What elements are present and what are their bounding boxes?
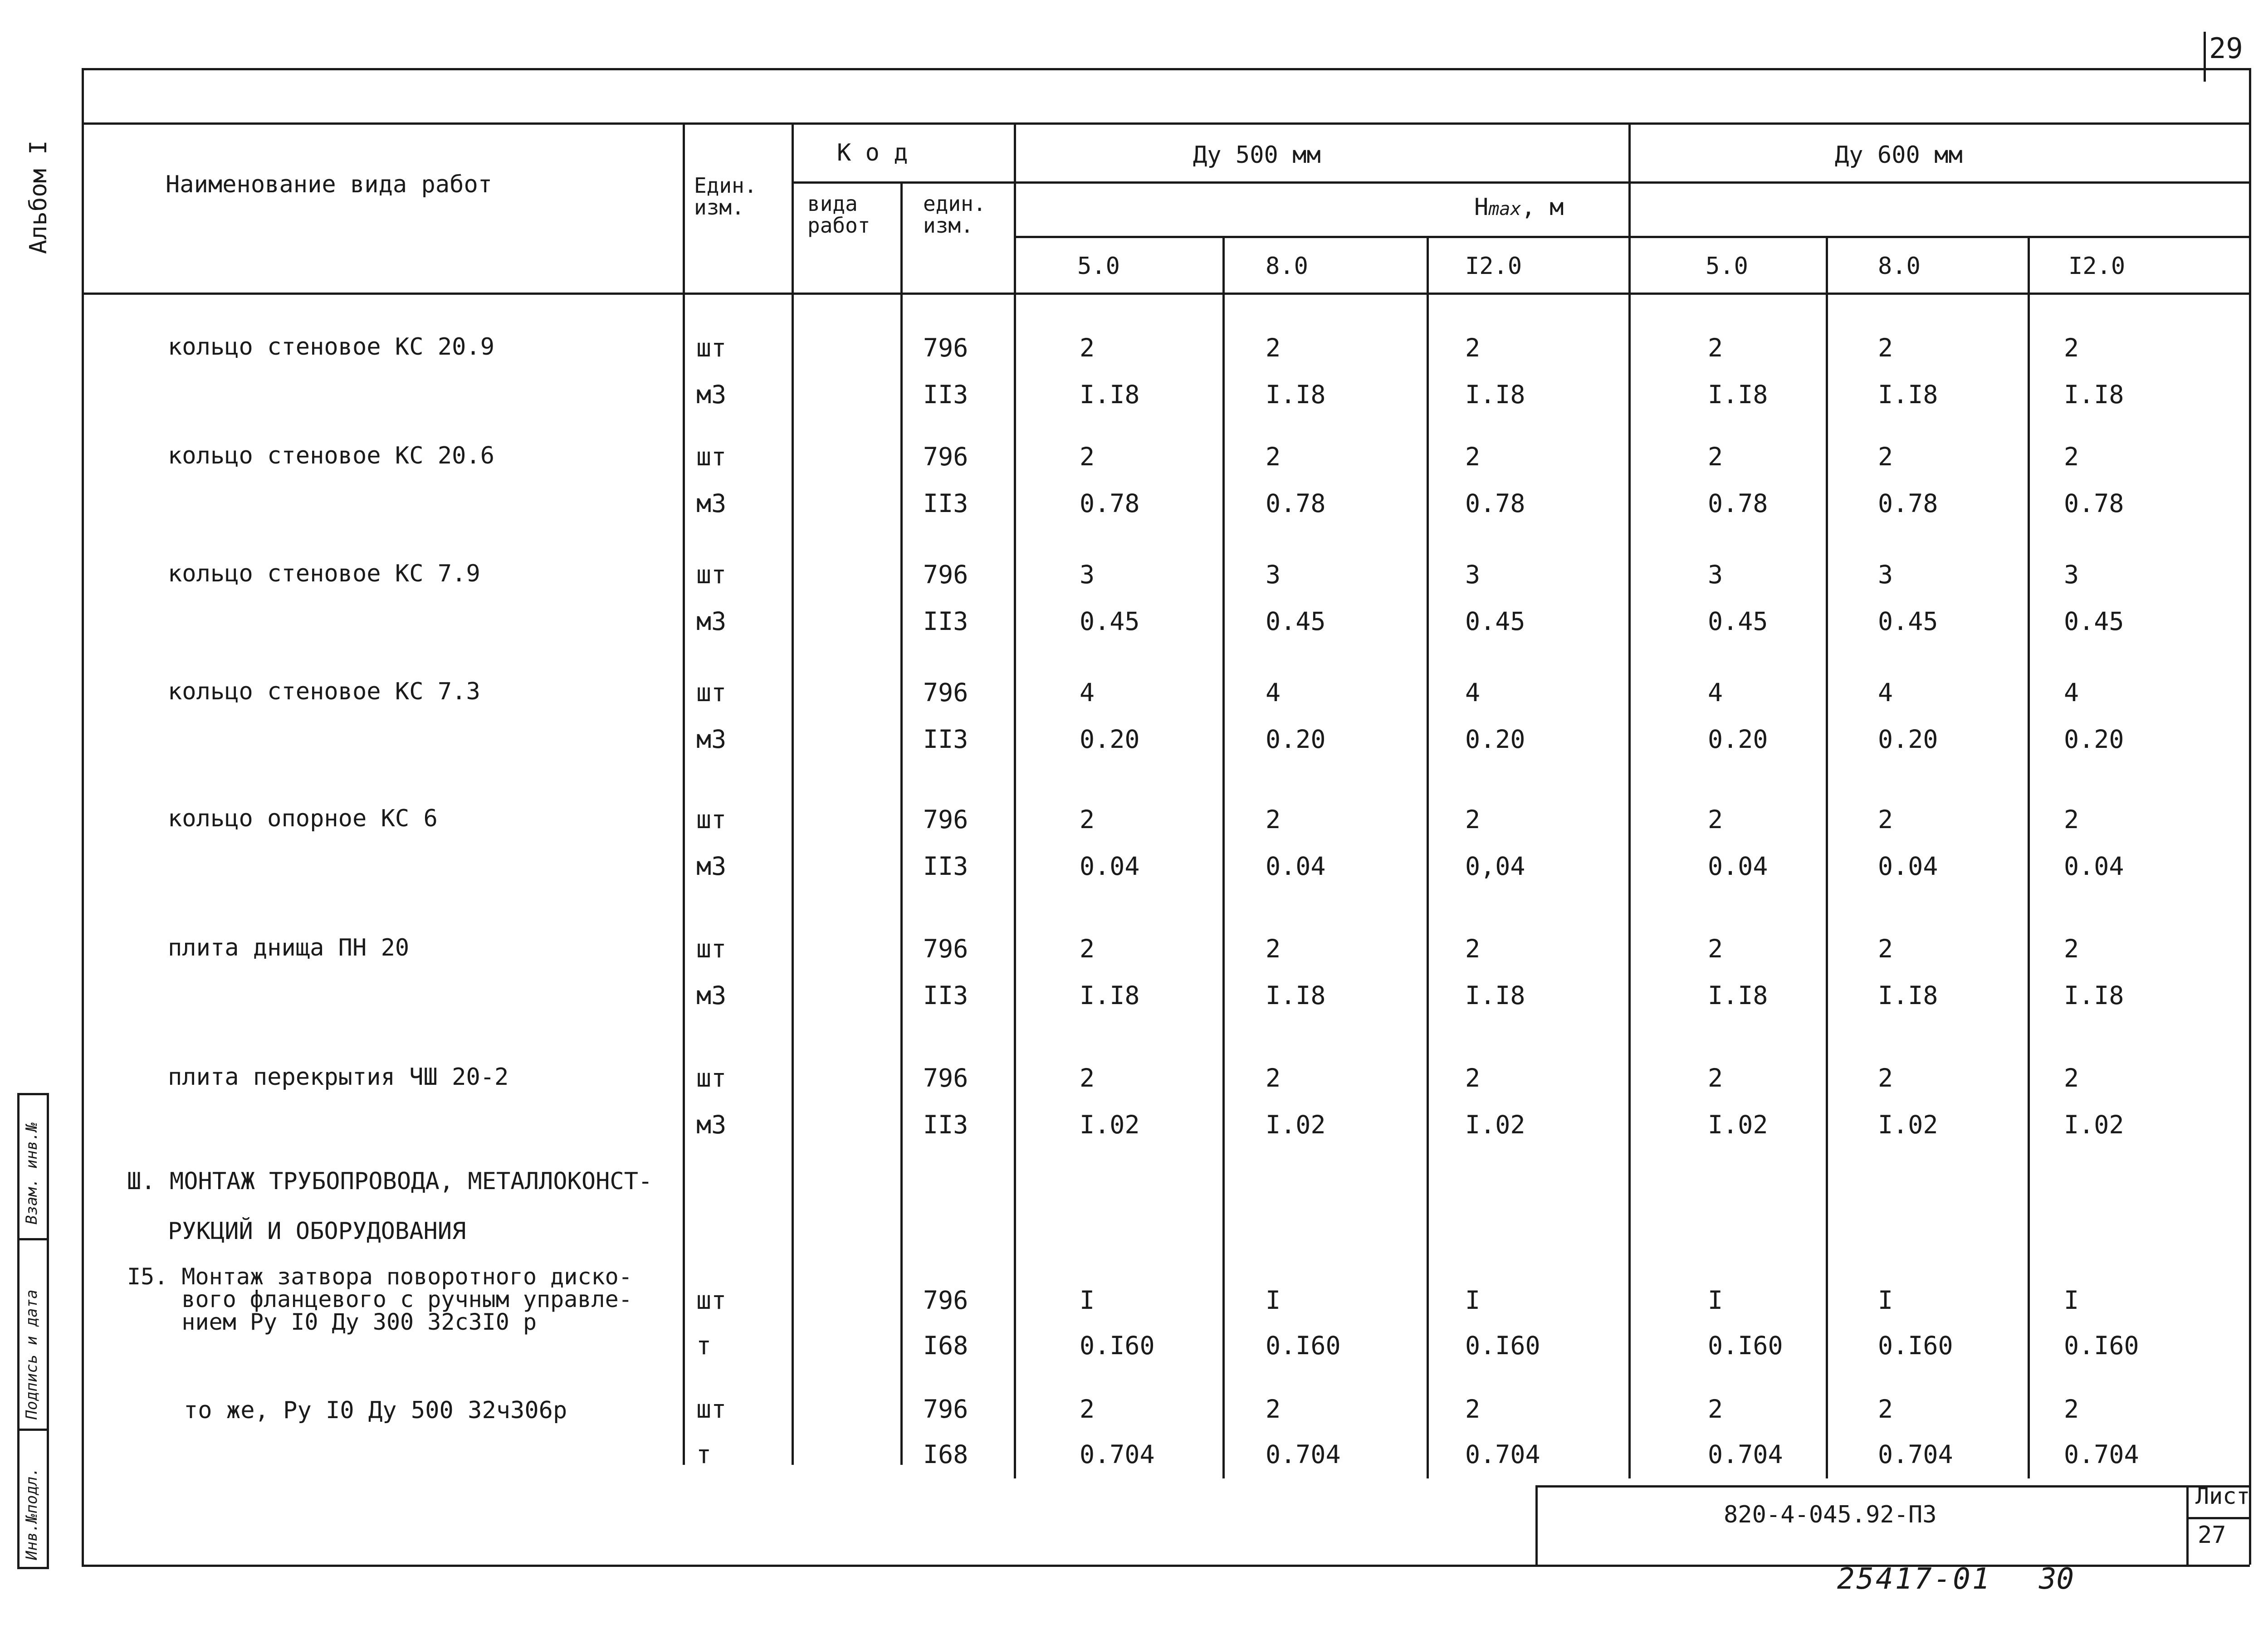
value-cell: 2 bbox=[1708, 1395, 1723, 1424]
header-height-5: 8.0 bbox=[1878, 253, 1921, 280]
code-cell: II3 bbox=[923, 380, 968, 409]
value-cell: 2 bbox=[1878, 442, 1893, 471]
unit-cell: м3 bbox=[696, 607, 727, 636]
code-cell: 796 bbox=[923, 934, 968, 963]
value-cell: 2 bbox=[1708, 333, 1723, 362]
value-cell: I.02 bbox=[1080, 1110, 1140, 1139]
value-cell: 0.45 bbox=[1708, 607, 1768, 636]
value-cell: 2 bbox=[1465, 934, 1481, 963]
value-cell: I.02 bbox=[1708, 1110, 1768, 1139]
side-stamp-sep-1 bbox=[17, 1238, 49, 1240]
stamp-sheet-rule bbox=[2186, 1485, 2189, 1567]
hmax-letter: H bbox=[1474, 194, 1489, 221]
code-cell: II3 bbox=[923, 607, 968, 636]
value-cell: 0.704 bbox=[2064, 1440, 2139, 1469]
row-name: кольцо стеновое КС 20.9 bbox=[168, 333, 495, 361]
value-cell: 0.04 bbox=[1708, 852, 1768, 881]
value-cell: 0.20 bbox=[1465, 725, 1525, 754]
unit-cell: шт bbox=[696, 805, 727, 834]
code-cell: 796 bbox=[923, 678, 968, 707]
hmax-unit: , м bbox=[1521, 194, 1564, 221]
value-cell: I bbox=[1080, 1286, 1095, 1315]
code-cell: 796 bbox=[923, 1286, 968, 1315]
value-cell: I bbox=[1708, 1286, 1723, 1315]
header-name: Наименование вида работ bbox=[166, 171, 493, 198]
unit-cell: м3 bbox=[696, 380, 727, 409]
value-cell: 0.78 bbox=[1080, 489, 1140, 518]
code-cell: II3 bbox=[923, 852, 968, 881]
value-cell: 2 bbox=[2064, 1395, 2079, 1424]
value-cell: 0.20 bbox=[1878, 725, 1938, 754]
value-cell: 0.04 bbox=[1266, 852, 1326, 881]
header-code-unit: един. изм. bbox=[923, 191, 986, 238]
section-heading-line1: Ш. МОНТАЖ ТРУБОПРОВОДА, МЕТАЛЛОКОНСТ- bbox=[127, 1168, 653, 1195]
value-cell: 0.04 bbox=[1878, 852, 1938, 881]
value-cell: 3 bbox=[1465, 560, 1481, 589]
value-cell: 0.45 bbox=[1266, 607, 1326, 636]
unit-cell: шт bbox=[696, 1063, 727, 1093]
col-sep-500-h8 bbox=[1222, 236, 1225, 1478]
frame-top bbox=[82, 68, 2250, 70]
header-sub-rule bbox=[792, 181, 2250, 184]
value-cell: 2 bbox=[1266, 1395, 1281, 1424]
value-cell: 0.I60 bbox=[1878, 1331, 1953, 1360]
unit-cell: м3 bbox=[696, 981, 727, 1010]
value-cell: 2 bbox=[1465, 1395, 1481, 1424]
side-stamp-sep-2 bbox=[17, 1429, 49, 1431]
value-cell: 2 bbox=[1708, 442, 1723, 471]
value-cell: 3 bbox=[1708, 560, 1723, 589]
value-cell: 2 bbox=[1465, 333, 1481, 362]
value-cell: 3 bbox=[1266, 560, 1281, 589]
value-cell: 0.04 bbox=[1080, 852, 1140, 881]
unit-cell: шт bbox=[696, 560, 727, 589]
code-cell: 796 bbox=[923, 1063, 968, 1093]
value-cell: I bbox=[1465, 1286, 1481, 1315]
value-cell: I.I8 bbox=[1465, 981, 1525, 1010]
value-cell: 2 bbox=[1465, 442, 1481, 471]
value-cell: 2 bbox=[1878, 1395, 1893, 1424]
unit-cell: т bbox=[696, 1440, 712, 1469]
value-cell: 2 bbox=[1708, 805, 1723, 834]
header-top-rule bbox=[82, 122, 2250, 125]
unit-cell: шт bbox=[696, 1286, 727, 1315]
unit-cell: м3 bbox=[696, 852, 727, 881]
unit-cell: м3 bbox=[696, 725, 727, 754]
code-cell: II3 bbox=[923, 725, 968, 754]
value-cell: 4 bbox=[1266, 678, 1281, 707]
col-sep-code-values bbox=[1014, 122, 1016, 1478]
value-cell: 2 bbox=[1266, 333, 1281, 362]
value-cell: 0.78 bbox=[1708, 489, 1768, 518]
unit-cell: шт bbox=[696, 678, 727, 707]
header-height-4: 5.0 bbox=[1706, 253, 1748, 280]
value-cell: 0.45 bbox=[1080, 607, 1140, 636]
header-height-1: 5.0 bbox=[1077, 253, 1120, 280]
code-cell: I68 bbox=[923, 1331, 968, 1360]
value-cell: I.02 bbox=[1465, 1110, 1525, 1139]
value-cell: 2 bbox=[1080, 442, 1095, 471]
stamp-doc-code: 820-4-045.92-ПЗ bbox=[1724, 1501, 1937, 1528]
value-cell: I.I8 bbox=[1708, 981, 1768, 1010]
page-number-mark bbox=[2204, 32, 2206, 82]
value-cell: 2 bbox=[1080, 934, 1095, 963]
value-cell: 2 bbox=[1266, 805, 1281, 834]
value-cell: 2 bbox=[1465, 805, 1481, 834]
code-cell: II3 bbox=[923, 1110, 968, 1139]
header-code-work: вида работ bbox=[807, 191, 870, 238]
value-cell: 2 bbox=[1266, 934, 1281, 963]
value-cell: 2 bbox=[1465, 1063, 1481, 1093]
row-name: кольцо опорное КС 6 bbox=[168, 805, 438, 832]
code-cell: II3 bbox=[923, 489, 968, 518]
inventory-page: 30 bbox=[2039, 1562, 2074, 1596]
value-cell: 0.45 bbox=[1878, 607, 1938, 636]
code-cell: 796 bbox=[923, 805, 968, 834]
value-cell: I.I8 bbox=[1080, 380, 1140, 409]
item15-name: I5. Монтаж затвора поворотного диско- вого фланцевого с ручным управле- нием Ру I0 Ду 300 32с3I0 р bbox=[127, 1263, 632, 1335]
code-cell: 796 bbox=[923, 333, 968, 362]
value-cell: I.02 bbox=[2064, 1110, 2124, 1139]
value-cell: 0.I60 bbox=[1708, 1331, 1783, 1360]
stamp-left-rule bbox=[1535, 1485, 1538, 1567]
row-name: плита днища ПН 20 bbox=[168, 934, 410, 961]
value-cell: 2 bbox=[2064, 333, 2079, 362]
value-cell: 0.20 bbox=[2064, 725, 2124, 754]
value-cell: I.I8 bbox=[1465, 380, 1525, 409]
value-cell: I.I8 bbox=[1878, 380, 1938, 409]
stamp-sheet-mid-rule bbox=[2186, 1517, 2250, 1519]
value-cell: 2 bbox=[2064, 934, 2079, 963]
header-code: К о д bbox=[837, 139, 908, 166]
unit-cell: шт bbox=[696, 934, 727, 963]
value-cell: 3 bbox=[1080, 560, 1095, 589]
col-sep-500-600 bbox=[1628, 122, 1631, 1478]
stamp-sheet-label: Лист bbox=[2195, 1483, 2250, 1509]
code-cell: I68 bbox=[923, 1440, 968, 1469]
page-number: 29 bbox=[2209, 32, 2243, 65]
value-cell: I.I8 bbox=[1080, 981, 1140, 1010]
value-cell: 2 bbox=[2064, 805, 2079, 834]
value-cell: 0.78 bbox=[1878, 489, 1938, 518]
value-cell: 0.I60 bbox=[1080, 1331, 1155, 1360]
value-cell: 0.704 bbox=[1465, 1440, 1540, 1469]
unit-cell: т bbox=[696, 1331, 712, 1360]
value-cell: 4 bbox=[1080, 678, 1095, 707]
stamp-top-rule bbox=[1535, 1485, 2250, 1488]
hmax-subscript: max bbox=[1488, 199, 1521, 219]
value-cell: 0,04 bbox=[1465, 852, 1525, 881]
value-cell: 2 bbox=[1878, 333, 1893, 362]
value-cell: 2 bbox=[1878, 1063, 1893, 1093]
value-cell: 3 bbox=[2064, 560, 2079, 589]
value-cell: 4 bbox=[1465, 678, 1481, 707]
header-height-2: 8.0 bbox=[1266, 253, 1308, 280]
value-cell: 2 bbox=[1080, 1395, 1095, 1424]
value-cell: 2 bbox=[2064, 1063, 2079, 1093]
value-cell: 0.704 bbox=[1266, 1440, 1341, 1469]
value-cell: I.I8 bbox=[1878, 981, 1938, 1010]
value-cell: I.I8 bbox=[1708, 380, 1768, 409]
stamp-sheet-number: 27 bbox=[2198, 1522, 2226, 1549]
row-name: кольцо стеновое КС 7.3 bbox=[168, 678, 480, 705]
col-sep-500-h12 bbox=[1427, 236, 1429, 1478]
album-label: Альбом I bbox=[25, 140, 52, 254]
value-cell: 2 bbox=[1266, 1063, 1281, 1093]
row-name: кольцо стеновое КС 20.6 bbox=[168, 442, 495, 469]
code-cell: 796 bbox=[923, 1395, 968, 1424]
value-cell: 0.45 bbox=[1465, 607, 1525, 636]
value-cell: 0.I60 bbox=[1266, 1331, 1341, 1360]
row-name: кольцо стеновое КС 7.9 bbox=[168, 560, 480, 587]
value-cell: 2 bbox=[1878, 934, 1893, 963]
col-sep-600-h12 bbox=[2028, 236, 2030, 1478]
stamp-ref-label: Взам. инв.№ bbox=[23, 1122, 41, 1224]
col-sep-code-work-unit bbox=[900, 181, 903, 1465]
unit-cell: шт bbox=[696, 442, 727, 471]
header-unit: Един. изм. bbox=[694, 173, 757, 220]
value-cell: I bbox=[2064, 1286, 2079, 1315]
value-cell: 0.20 bbox=[1080, 725, 1140, 754]
col-sep-unit-code bbox=[792, 122, 794, 1465]
value-cell: 2 bbox=[1080, 805, 1095, 834]
unit-cell: м3 bbox=[696, 489, 727, 518]
value-cell: I bbox=[1266, 1286, 1281, 1315]
value-cell: 0.20 bbox=[1266, 725, 1326, 754]
unit-cell: м3 bbox=[696, 1110, 727, 1139]
row-name: плита перекрытия ЧШ 20-2 bbox=[168, 1063, 509, 1091]
value-cell: 4 bbox=[1878, 678, 1893, 707]
value-cell: 0.704 bbox=[1080, 1440, 1155, 1469]
unit-cell: шт bbox=[696, 333, 727, 362]
stamp-sign-label: Подпись и дата bbox=[23, 1289, 41, 1419]
code-cell: 796 bbox=[923, 442, 968, 471]
value-cell: 0.704 bbox=[1878, 1440, 1953, 1469]
value-cell: 2 bbox=[1878, 805, 1893, 834]
value-cell: I.I8 bbox=[2064, 380, 2124, 409]
value-cell: 2 bbox=[1708, 934, 1723, 963]
col-sep-name-unit bbox=[683, 122, 685, 1465]
section-heading-line2: РУКЦИЙ И ОБОРУДОВАНИЯ bbox=[168, 1218, 466, 1245]
item-same-name: то же, Ру I0 Ду 500 32ч306р bbox=[184, 1397, 567, 1424]
code-cell: II3 bbox=[923, 981, 968, 1010]
value-cell: I.02 bbox=[1878, 1110, 1938, 1139]
header-bottom-rule bbox=[82, 293, 2250, 295]
value-cell: I.I8 bbox=[2064, 981, 2124, 1010]
value-cell: I.I8 bbox=[1266, 380, 1326, 409]
inventory-number: 25417-01 bbox=[1837, 1562, 1992, 1596]
header-height-6: I2.0 bbox=[2068, 253, 2126, 280]
col-sep-600-h8 bbox=[1826, 236, 1828, 1478]
value-cell: 2 bbox=[1080, 333, 1095, 362]
header-height-rule bbox=[1014, 236, 2250, 238]
code-cell: 796 bbox=[923, 560, 968, 589]
value-cell: 0.78 bbox=[2064, 489, 2124, 518]
value-cell: 0.704 bbox=[1708, 1440, 1783, 1469]
value-cell: 2 bbox=[1266, 442, 1281, 471]
value-cell: 2 bbox=[1080, 1063, 1095, 1093]
value-cell: 0.04 bbox=[2064, 852, 2124, 881]
value-cell: I.I8 bbox=[1266, 981, 1326, 1010]
value-cell: 0.20 bbox=[1708, 725, 1768, 754]
value-cell: 2 bbox=[1708, 1063, 1723, 1093]
value-cell: 0.78 bbox=[1266, 489, 1326, 518]
value-cell: I bbox=[1878, 1286, 1893, 1315]
value-cell: 0.45 bbox=[2064, 607, 2124, 636]
value-cell: 4 bbox=[1708, 678, 1723, 707]
value-cell: 0.I60 bbox=[2064, 1331, 2139, 1360]
value-cell: 0.78 bbox=[1465, 489, 1525, 518]
header-group-600: Ду 600 мм bbox=[1835, 141, 1963, 169]
header-group-500: Ду 500 мм bbox=[1193, 141, 1321, 169]
stamp-inv-label: Инв.№подл. bbox=[23, 1467, 41, 1560]
value-cell: 3 bbox=[1878, 560, 1893, 589]
value-cell: I.02 bbox=[1266, 1110, 1326, 1139]
value-cell: 2 bbox=[2064, 442, 2079, 471]
header-height-3: I2.0 bbox=[1465, 253, 1522, 280]
value-cell: 4 bbox=[2064, 678, 2079, 707]
header-hmax bbox=[1474, 195, 1564, 220]
unit-cell: шт bbox=[696, 1395, 727, 1424]
value-cell: 0.I60 bbox=[1465, 1331, 1540, 1360]
